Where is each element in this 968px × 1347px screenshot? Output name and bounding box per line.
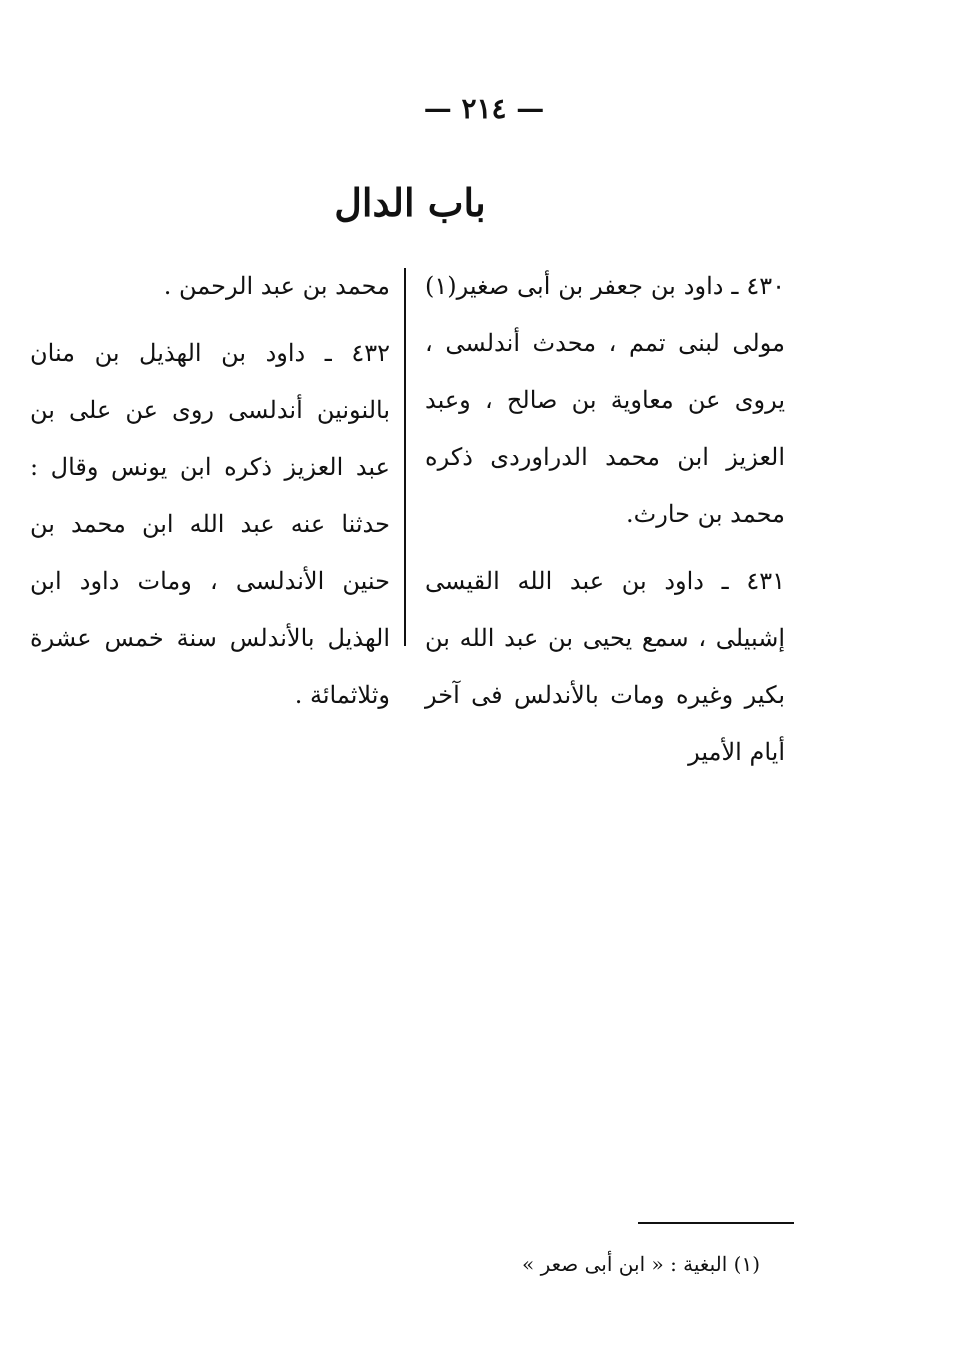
entry-431-continuation: محمد بن عبد الرحمن . <box>163 272 390 300</box>
right-column <box>425 258 785 791</box>
chapter-title: باب الدال <box>334 180 486 225</box>
entry-431: ٤٣١ ـ داود بن عبد الله القيسى إشبيلى ، سمع يحيى بن عبد الله بن بكير وغيره ومات بالأندلس فى آخر أيام الأمير <box>425 567 785 766</box>
left-column <box>30 258 390 734</box>
footnote: (١) البغية : « ابن أبى صعر » <box>522 1252 760 1276</box>
page-number: — ٢١٤ — <box>423 92 545 125</box>
entry-432: ٤٣٢ ـ داود بن الهذيل بن منان بالنونين أندلسى روى عن على بن عبد العزيز ذكره ابن يونس وقال : حدثنا عنه عبد الله ابن محمد بن حنين الأندلسى ، ومات داود ابن الهذيل بالأندلس سنة خمس عشرة وثلاثمائة . <box>30 339 390 709</box>
entry-430: ٤٣٠ ـ داود بن جعفر بن أبى صغير(١) مولى لبنى تمم ، محدث أندلسى ، يروى عن معاوية بن صالح ، وعبد العزيز ابن محمد الدراوردى ذكره محمد بن حارث. <box>425 272 785 528</box>
column-divider <box>404 268 406 646</box>
footnote-rule <box>638 1222 794 1224</box>
